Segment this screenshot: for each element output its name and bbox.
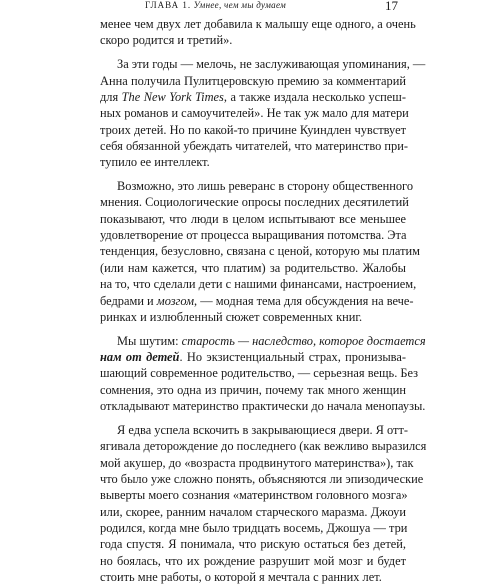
text-line: на то, что сделали дети с нашими финансами, настроением, — [100, 277, 417, 292]
text-fragment: , — модная тема для обсуждения на вече- — [194, 293, 414, 308]
paragraph-2 — [100, 56, 426, 170]
text-line: тенденция, безусловно, связана с ценой, которую мы платим — [100, 244, 420, 259]
text-line: Возможно, это лишь реверанс в сторону общественного — [117, 179, 414, 194]
page-header — [0, 0, 500, 16]
emphasis-text: мозгом — [156, 293, 195, 308]
text-line — [100, 89, 406, 105]
text-line: (или нам кажется, что платим) за родительство. Жалобы — [100, 260, 406, 275]
text-fragment: романов и самоучителей». Не так уж мало для матери — [124, 106, 409, 121]
page-body — [100, 16, 427, 585]
text-fragment: ных — [100, 106, 122, 121]
text-fragment: , а также издала несколько успеш- — [223, 89, 406, 104]
text-line: шающий современное родительство, — серьезная вещь. Без — [100, 366, 419, 381]
text-line: стоить мне работы, о которой я мечтала с ранних лет. — [100, 570, 382, 584]
text-line: мой акушер, до «возраста продвинутого материнства»), так — [100, 455, 414, 470]
text-line: удовлетворение от процесса выращивания потомства. Эта — [100, 228, 407, 243]
text-fragment: для — [100, 89, 122, 104]
text-line: себя обязанной убеждать читателей, что материнство при- — [100, 138, 408, 153]
text-line: родился, когда мне было тридцать восемь, Джошуа — три — [100, 520, 408, 535]
text-line: тупило ее интеллект. — [100, 155, 210, 170]
emphasis-text: нам от детей — [100, 350, 180, 365]
text-line: ринках и излюбленный сюжет современных книг. — [100, 309, 363, 324]
text-line: показывают, что люди в целом испытывают все меньшее — [100, 211, 406, 226]
text-line: года спустя. Я понимала, что рискую остаться без детей, — [100, 537, 406, 552]
text-line: Анна получила Пулитцеровскую премию за комментарий — [100, 73, 406, 88]
text-line: или, скорее, ранним началом старческого маразма. Джоуи — [100, 504, 406, 519]
text-fragment: . Но экзистенциальный страх, пронизыва- — [179, 350, 406, 365]
paragraph-3 — [100, 178, 420, 325]
text-fragment: бедрами и — [100, 293, 157, 308]
text-line: скоро родится и третий». — [100, 33, 233, 48]
running-head — [145, 0, 286, 10]
text-line — [100, 333, 426, 349]
emphasis-text: старость — наследство, которое достается — [181, 333, 426, 348]
text-line: выверты моего сознания «материнством головного мозга» — [100, 488, 408, 503]
text-line: мнения. Социологические опросы последних десятилетий — [100, 195, 409, 210]
paragraph-4 — [100, 333, 426, 415]
text-line — [100, 349, 406, 365]
text-line — [100, 293, 414, 309]
newspaper-title: The New York Times — [121, 89, 224, 104]
page-number: 17 — [385, 0, 398, 13]
text-line: ягивала деторождение до последнего (как вежливо выразился — [100, 439, 427, 454]
text-line: откладывают материнство практически до начала менопаузы. — [100, 399, 426, 414]
text-line — [100, 105, 409, 121]
text-line: Я едва успела вскочить в закрывающиеся двери. Я отт- — [117, 422, 409, 437]
text-line: троих детей. Но по какой-то причине Куиндлен чувствует — [100, 122, 406, 137]
text-line: За эти годы — мелочь, не заслуживающая упоминания, — — [117, 57, 426, 72]
text-line: что было уже сложно понять, объясняются ли эпизодические — [100, 471, 424, 486]
chapter-label: ГЛАВА 1. — [145, 0, 192, 10]
text-line: менее чем двух лет добавила к малышу еще одного, а очень — [100, 17, 416, 31]
paragraph-1 — [100, 16, 416, 49]
text-line: но боялась, что их рождение разрушит мой мозг и будет — [100, 553, 406, 568]
paragraph-5 — [100, 422, 427, 585]
text-fragment: Мы шутим: — [117, 333, 182, 348]
chapter-subtitle: Умнее, чем мы думаем — [193, 0, 287, 10]
text-line: сомнения, это одна из причин, почему так много женщин — [100, 382, 406, 397]
